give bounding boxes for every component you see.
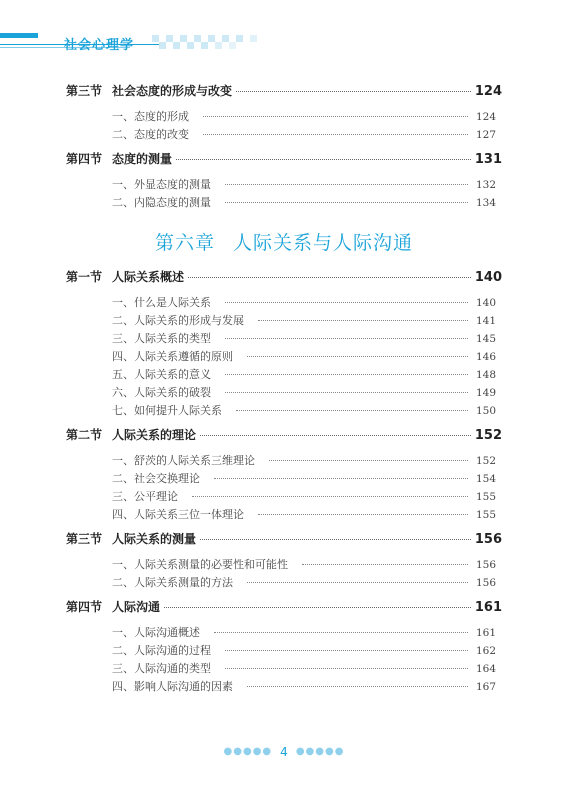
entry-title: 三、人际关系的类型 — [112, 332, 211, 345]
entry-page-number: 155 — [475, 509, 496, 521]
dot-leader — [200, 435, 471, 436]
entry-page-number: 124 — [474, 84, 502, 99]
toc-subsection-entry[interactable] — [112, 330, 496, 346]
entry-page-number: 152 — [474, 428, 502, 443]
dot-leader — [258, 514, 468, 515]
toc-subsection-entry[interactable] — [112, 384, 496, 400]
entry-page-number: 145 — [475, 333, 496, 345]
dot-leader — [214, 632, 468, 633]
chapter-heading — [0, 228, 568, 255]
dot-leader — [214, 478, 468, 479]
entry-title: 四、人际关系三位一体理论 — [112, 508, 244, 521]
toc-subsection-entry[interactable] — [112, 108, 496, 124]
entry-title: 一、人际沟通概述 — [112, 626, 200, 639]
dot-leader — [258, 320, 468, 321]
toc-subsection-entry[interactable] — [112, 194, 496, 210]
toc-section-entry[interactable] — [66, 82, 502, 99]
dot-leader — [302, 564, 468, 565]
entry-page-number: 124 — [475, 111, 496, 123]
chapter-number: 第六章 — [154, 232, 215, 254]
page-footer — [0, 741, 568, 760]
toc-subsection-entry[interactable] — [112, 488, 496, 504]
dot-leader — [225, 338, 468, 339]
dot-leader — [203, 116, 468, 117]
entry-page-number: 146 — [475, 351, 496, 363]
entry-page-number: 140 — [474, 270, 502, 285]
toc-subsection-entry[interactable] — [112, 452, 496, 468]
entry-title: 人际沟通 — [112, 600, 161, 614]
entry-title: 人际关系概述 — [112, 270, 185, 284]
entry-page-number: 141 — [475, 315, 496, 327]
entry-title: 七、如何提升人际关系 — [112, 404, 222, 417]
entry-page-number: 149 — [475, 387, 496, 399]
dot-leader — [225, 650, 468, 651]
toc-subsection-entry[interactable] — [112, 402, 496, 418]
dot-leader — [192, 496, 468, 497]
entry-title: 二、人际沟通的过程 — [112, 644, 211, 657]
dot-leader — [247, 686, 468, 687]
toc-subsection-entry[interactable] — [112, 678, 496, 694]
toc-subsection-entry[interactable] — [112, 506, 496, 522]
dot-leader — [225, 184, 468, 185]
footer-dots-left: ●●●●● — [223, 746, 273, 757]
entry-title: 四、影响人际沟通的因素 — [112, 680, 233, 693]
dot-leader — [247, 356, 468, 357]
dot-leader — [225, 392, 468, 393]
toc-subsection-entry[interactable] — [112, 660, 496, 676]
dot-leader — [247, 582, 468, 583]
entry-title: 人际关系的测量 — [112, 532, 197, 546]
entry-title: 二、内隐态度的测量 — [112, 196, 211, 209]
section-number: 第四节 — [66, 152, 103, 166]
toc-subsection-entry[interactable] — [112, 294, 496, 310]
dot-leader — [236, 91, 471, 92]
entry-page-number: 164 — [475, 663, 496, 675]
section-number: 第二节 — [66, 428, 103, 442]
entry-title: 人际关系的理论 — [112, 428, 197, 442]
entry-page-number: 155 — [475, 491, 496, 503]
toc-section-entry[interactable] — [66, 530, 502, 547]
entry-title: 态度的测量 — [112, 152, 173, 166]
toc-section-entry[interactable] — [66, 268, 502, 285]
book-title: 社会心理学 — [64, 38, 135, 53]
entry-page-number: 156 — [475, 577, 496, 589]
entry-title: 社会态度的形成与改变 — [112, 84, 233, 98]
dot-leader — [225, 374, 468, 375]
toc-subsection-entry[interactable] — [112, 126, 496, 142]
page-header — [0, 0, 568, 60]
toc-subsection-entry[interactable] — [112, 574, 496, 590]
entry-title: 二、人际关系测量的方法 — [112, 576, 233, 589]
entry-title: 一、人际关系测量的必要性和可能性 — [112, 558, 288, 571]
dot-leader — [225, 302, 468, 303]
entry-title: 三、人际沟通的类型 — [112, 662, 211, 675]
entry-page-number: 132 — [475, 179, 496, 191]
dot-leader — [236, 410, 468, 411]
dot-leader — [176, 159, 471, 160]
section-number: 第一节 — [66, 270, 103, 284]
toc-section-entry[interactable] — [66, 598, 502, 615]
entry-page-number: 148 — [475, 369, 496, 381]
toc-subsection-entry[interactable] — [112, 176, 496, 192]
entry-page-number: 167 — [475, 681, 496, 693]
toc-section-entry[interactable] — [66, 150, 502, 167]
entry-page-number: 161 — [475, 627, 496, 639]
entry-title: 四、人际关系遵循的原则 — [112, 350, 233, 363]
entry-title: 一、态度的形成 — [112, 110, 189, 123]
entry-page-number: 150 — [475, 405, 496, 417]
dot-leader — [188, 277, 471, 278]
entry-title: 一、外显态度的测量 — [112, 178, 211, 191]
entry-title: 一、什么是人际关系 — [112, 296, 211, 309]
entry-page-number: 154 — [475, 473, 496, 485]
entry-page-number: 156 — [475, 559, 496, 571]
header-accent-bar — [0, 33, 38, 38]
toc-subsection-entry[interactable] — [112, 470, 496, 486]
toc-subsection-entry[interactable] — [112, 642, 496, 658]
footer-dots-right: ●●●●● — [295, 746, 345, 757]
entry-page-number: 161 — [474, 600, 502, 615]
entry-title: 二、社会交换理论 — [112, 472, 200, 485]
entry-page-number: 131 — [474, 152, 502, 167]
section-number: 第三节 — [66, 532, 103, 546]
entry-page-number: 156 — [474, 532, 502, 547]
toc-subsection-entry[interactable] — [112, 624, 496, 640]
dot-leader — [200, 539, 471, 540]
section-number: 第四节 — [66, 600, 103, 614]
section-number: 第三节 — [66, 84, 103, 98]
chapter-title: 人际关系与人际沟通 — [233, 232, 414, 254]
entry-page-number: 127 — [475, 129, 496, 141]
toc-subsection-entry[interactable] — [112, 556, 496, 572]
toc-section-entry[interactable] — [66, 426, 502, 443]
dot-leader — [225, 202, 468, 203]
entry-page-number: 134 — [475, 197, 496, 209]
entry-title: 二、人际关系的形成与发展 — [112, 314, 244, 327]
entry-title: 二、态度的改变 — [112, 128, 189, 141]
header-checker-pattern — [152, 35, 272, 55]
toc-subsection-entry[interactable] — [112, 366, 496, 382]
dot-leader — [269, 460, 468, 461]
page-number: 4 — [280, 744, 288, 759]
entry-page-number: 162 — [475, 645, 496, 657]
entry-page-number: 140 — [475, 297, 496, 309]
dot-leader — [164, 607, 471, 608]
toc-subsection-entry[interactable] — [112, 312, 496, 328]
dot-leader — [203, 134, 468, 135]
toc-subsection-entry[interactable] — [112, 348, 496, 364]
entry-title: 一、舒茨的人际关系三维理论 — [112, 454, 255, 467]
dot-leader — [225, 668, 468, 669]
entry-title: 五、人际关系的意义 — [112, 368, 211, 381]
entry-title: 三、公平理论 — [112, 490, 178, 503]
entry-page-number: 152 — [475, 455, 496, 467]
entry-title: 六、人际关系的破裂 — [112, 386, 211, 399]
